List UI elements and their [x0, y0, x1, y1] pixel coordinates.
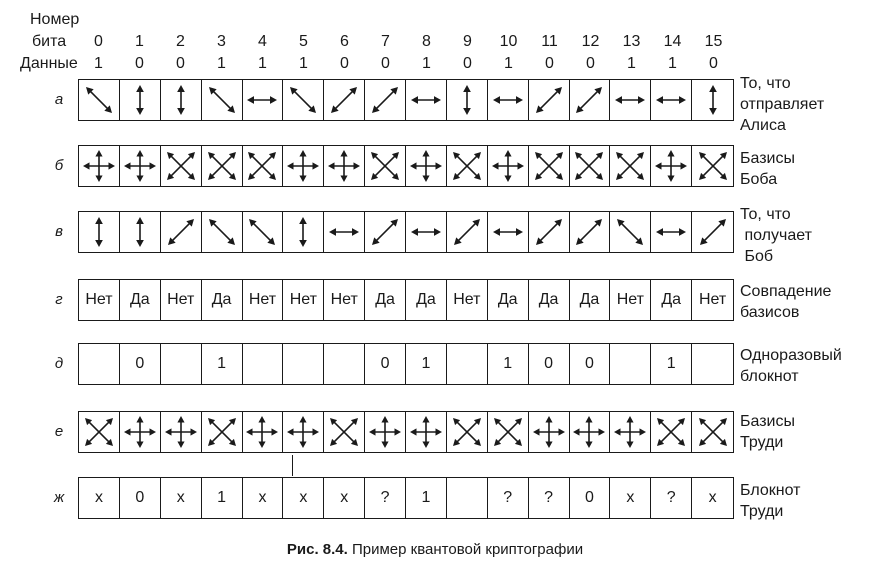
bit-number-7: 7	[381, 33, 390, 50]
cell-a-1	[120, 80, 161, 120]
diag-down-icon	[285, 82, 321, 118]
data-bit-5: 1	[299, 55, 308, 72]
row-description-zh	[740, 480, 800, 522]
bit-number-8: 8	[422, 33, 431, 50]
caption-label: Рис. 8.4.	[286, 541, 348, 558]
cell-a-0	[79, 80, 120, 120]
cell-zh-3: 1	[202, 478, 243, 518]
cell-g-0: Нет	[79, 280, 120, 320]
row-description-d	[740, 345, 842, 387]
cell-e-10	[488, 412, 529, 452]
horiz-icon	[244, 82, 280, 118]
figure-caption	[0, 541, 870, 559]
data-bit-14: 1	[668, 55, 677, 72]
cell-zh-7: ?	[365, 478, 406, 518]
row-v	[78, 211, 734, 253]
diag-basis-icon	[163, 148, 199, 184]
cell-g-15: Нет	[698, 291, 727, 308]
rect-basis-icon	[408, 148, 444, 184]
data-bit-9: 0	[463, 55, 472, 72]
rect-basis-icon	[531, 414, 567, 450]
cell-e-6	[324, 412, 365, 452]
cell-zh-2: x	[161, 478, 202, 518]
bit-number-label-line1: Номер	[30, 11, 80, 28]
bit-number-9: 9	[463, 33, 472, 50]
bit-number-15: 15	[704, 33, 723, 50]
diag-up-icon	[695, 214, 731, 250]
data-bit-2: 0	[176, 55, 185, 72]
cell-g-14: Да	[651, 280, 692, 320]
rect-basis-icon	[122, 148, 158, 184]
cell-a-3	[202, 80, 243, 120]
cell-zh-13: x	[610, 478, 651, 518]
diag-basis-icon	[449, 414, 485, 450]
cell-a-15	[692, 80, 733, 120]
bit-number-label-line2: бита	[32, 33, 67, 50]
row-label-b: б	[54, 157, 64, 174]
rect-basis-icon	[612, 414, 648, 450]
row-description-b	[740, 148, 795, 190]
rect-basis-icon	[122, 414, 158, 450]
bit-number-11: 11	[541, 33, 558, 50]
cell-a-2	[161, 80, 202, 120]
diag-down-icon	[244, 214, 280, 250]
cell-b-14	[651, 146, 692, 186]
diag-basis-icon	[571, 148, 607, 184]
cell-b-10	[488, 146, 529, 186]
diag-basis-icon	[531, 148, 567, 184]
cell-a-8	[406, 80, 447, 120]
cell-d-3: 1	[202, 344, 243, 384]
cell-zh-10: ?	[488, 478, 529, 518]
data-bit-4: 1	[258, 55, 267, 72]
row-description-a	[740, 73, 824, 136]
row-description-line: Боба	[740, 171, 778, 188]
rect-basis-icon	[244, 414, 280, 450]
cell-g-5: Нет	[283, 280, 324, 320]
cell-e-15	[692, 412, 733, 452]
row-label-e: е	[54, 423, 64, 440]
vert-icon	[695, 82, 731, 118]
cell-b-4	[243, 146, 284, 186]
cell-zh-12: 0	[570, 478, 611, 518]
vert-icon	[122, 82, 158, 118]
vert-icon	[285, 214, 321, 250]
diag-up-icon	[163, 214, 199, 250]
cell-b-7	[365, 146, 406, 186]
cell-zh-1: 0	[120, 478, 161, 518]
cell-v-5	[283, 212, 324, 252]
cell-a-6	[324, 80, 365, 120]
horiz-icon	[490, 82, 526, 118]
cell-d-4	[243, 344, 284, 384]
cell-e-5	[283, 412, 324, 452]
cell-v-14	[651, 212, 692, 252]
data-bit-0: 1	[94, 55, 103, 72]
row-description-v	[740, 204, 812, 267]
cell-e-0	[79, 412, 120, 452]
cell-zh-9	[447, 478, 488, 518]
cell-b-13	[610, 146, 651, 186]
cell-a-5	[283, 80, 324, 120]
cell-zh-8: 1	[406, 478, 447, 518]
cell-d-0	[79, 344, 120, 384]
cell-d-13	[610, 344, 651, 384]
cell-v-4	[243, 212, 284, 252]
cell-e-4	[243, 412, 284, 452]
cell-d-6	[324, 344, 365, 384]
data-bit-11: 0	[545, 55, 554, 72]
cell-v-10	[488, 212, 529, 252]
row-b	[78, 145, 734, 187]
row-d	[78, 343, 734, 385]
cell-g-8: Да	[406, 280, 447, 320]
connector-line	[292, 455, 293, 476]
rect-basis-icon	[326, 148, 362, 184]
caption-text: Пример квантовой криптографии	[347, 541, 584, 558]
cell-e-3	[202, 412, 243, 452]
cell-v-6	[324, 212, 365, 252]
bit-number-1: 1	[135, 33, 144, 50]
cell-b-6	[324, 146, 365, 186]
horiz-icon	[653, 82, 689, 118]
cell-d-7: 0	[365, 344, 406, 384]
cell-v-7	[365, 212, 406, 252]
cell-d-14: 1	[651, 344, 692, 384]
cell-d-10: 1	[488, 344, 529, 384]
row-description-line: отправляет	[740, 96, 825, 113]
data-bit-8: 1	[422, 55, 431, 72]
row-description-line: Труди	[740, 503, 784, 520]
cell-e-8	[406, 412, 447, 452]
diag-basis-icon	[695, 414, 731, 450]
cell-b-8	[406, 146, 447, 186]
diag-up-icon	[571, 214, 607, 250]
cell-g-11: Да	[529, 280, 570, 320]
row-description-line: базисов	[740, 304, 800, 321]
data-bit-3: 1	[217, 55, 226, 72]
diag-basis-icon	[367, 148, 403, 184]
cell-g-9: Нет	[447, 280, 488, 320]
cell-b-9	[447, 146, 488, 186]
cell-e-1	[120, 412, 161, 452]
cell-d-11: 0	[529, 344, 570, 384]
cell-zh-4: x	[243, 478, 284, 518]
row-label-a: а	[54, 91, 64, 108]
data-bit-10: 1	[504, 55, 513, 72]
cell-zh-15: x	[708, 489, 717, 506]
cell-a-12	[570, 80, 611, 120]
row-zh	[78, 477, 734, 519]
diag-basis-icon	[204, 148, 240, 184]
cell-a-9	[447, 80, 488, 120]
rect-basis-icon	[163, 414, 199, 450]
cell-g-1: Да	[120, 280, 161, 320]
row-description-g	[740, 281, 831, 323]
diag-up-icon	[367, 214, 403, 250]
cell-b-2	[161, 146, 202, 186]
diag-basis-icon	[204, 414, 240, 450]
diag-basis-icon	[81, 414, 117, 450]
cell-d-12: 0	[570, 344, 611, 384]
bit-number-0: 0	[94, 33, 103, 50]
data-bit-7: 0	[381, 55, 390, 72]
cell-a-10	[488, 80, 529, 120]
cell-g-6: Нет	[324, 280, 365, 320]
rect-basis-icon	[81, 148, 117, 184]
rect-basis-icon	[285, 148, 321, 184]
bit-number-label	[30, 11, 79, 29]
diag-basis-icon	[490, 414, 526, 450]
cell-zh-11: ?	[529, 478, 570, 518]
cell-g-10: Да	[488, 280, 529, 320]
cell-v-8	[406, 212, 447, 252]
cell-zh-6: x	[324, 478, 365, 518]
rect-basis-icon	[490, 148, 526, 184]
diag-basis-icon	[244, 148, 280, 184]
data-label: Данные	[20, 55, 78, 72]
cell-e-9	[447, 412, 488, 452]
row-description-line: Одноразовый	[740, 347, 842, 364]
cell-b-3	[202, 146, 243, 186]
cell-e-13	[610, 412, 651, 452]
cell-v-3	[202, 212, 243, 252]
row-description-line: блокнот	[740, 368, 799, 385]
row-description-line: Труди	[740, 434, 784, 451]
diag-basis-icon	[695, 148, 731, 184]
cell-d-8: 1	[406, 344, 447, 384]
cell-v-13	[610, 212, 651, 252]
cell-d-5	[283, 344, 324, 384]
horiz-icon	[490, 214, 526, 250]
diag-basis-icon	[449, 148, 485, 184]
data-bit-13: 1	[627, 55, 636, 72]
cell-e-14	[651, 412, 692, 452]
vert-icon	[122, 214, 158, 250]
cell-a-13	[610, 80, 651, 120]
row-description-line: То, что	[740, 75, 791, 92]
cell-g-2: Нет	[161, 280, 202, 320]
cell-zh-0: x	[79, 478, 120, 518]
bit-number-3: 3	[217, 33, 226, 50]
rect-basis-icon	[367, 414, 403, 450]
cell-a-4	[243, 80, 284, 120]
diag-down-icon	[612, 214, 648, 250]
cell-v-2	[161, 212, 202, 252]
row-description-line: Блокнот	[740, 482, 801, 499]
horiz-icon	[612, 82, 648, 118]
row-description-line: получает	[740, 227, 812, 244]
row-a	[78, 79, 734, 121]
row-description-line: Базисы	[740, 150, 795, 167]
horiz-icon	[408, 214, 444, 250]
cell-d-2	[161, 344, 202, 384]
row-g	[78, 279, 734, 321]
cell-v-12	[570, 212, 611, 252]
diag-down-icon	[204, 82, 240, 118]
diag-basis-icon	[326, 414, 362, 450]
row-description-line: Боб	[740, 248, 774, 265]
diag-up-icon	[571, 82, 607, 118]
cell-b-1	[120, 146, 161, 186]
cell-g-12: Да	[570, 280, 611, 320]
bit-number-2: 2	[176, 33, 185, 50]
cell-e-7	[365, 412, 406, 452]
cell-zh-14: ?	[651, 478, 692, 518]
cell-b-0	[79, 146, 120, 186]
bit-number-13: 13	[622, 33, 641, 50]
diag-up-icon	[531, 214, 567, 250]
row-description-line: То, что	[740, 206, 791, 223]
cell-e-12	[570, 412, 611, 452]
bit-number-12: 12	[581, 33, 600, 50]
cell-v-0	[79, 212, 120, 252]
horiz-icon	[326, 214, 362, 250]
data-bit-15: 0	[709, 55, 718, 72]
diag-up-icon	[367, 82, 403, 118]
cell-g-4: Нет	[243, 280, 284, 320]
row-label-zh: ж	[53, 489, 65, 506]
diag-up-icon	[531, 82, 567, 118]
vert-icon	[449, 82, 485, 118]
bit-number-5: 5	[299, 33, 308, 50]
horiz-icon	[653, 214, 689, 250]
diag-up-icon	[326, 82, 362, 118]
vert-icon	[163, 82, 199, 118]
rect-basis-icon	[571, 414, 607, 450]
cell-g-13: Нет	[610, 280, 651, 320]
data-bit-6: 0	[340, 55, 349, 72]
rect-basis-icon	[285, 414, 321, 450]
cell-g-3: Да	[202, 280, 243, 320]
cell-b-5	[283, 146, 324, 186]
diag-basis-icon	[612, 148, 648, 184]
bit-number-14: 14	[663, 33, 682, 50]
cell-b-12	[570, 146, 611, 186]
data-bit-12: 0	[586, 55, 595, 72]
bit-number-6: 6	[340, 33, 349, 50]
row-description-e	[740, 411, 795, 453]
cell-e-2	[161, 412, 202, 452]
diag-down-icon	[81, 82, 117, 118]
row-description-line: Базисы	[740, 413, 795, 430]
row-description-line: Совпадение	[740, 283, 832, 300]
cell-a-14	[651, 80, 692, 120]
cell-e-11	[529, 412, 570, 452]
cell-b-15	[692, 146, 733, 186]
diag-basis-icon	[653, 414, 689, 450]
cell-d-15	[692, 344, 733, 384]
row-label-g: г	[55, 291, 63, 308]
cell-v-15	[692, 212, 733, 252]
cell-d-9	[447, 344, 488, 384]
row-e	[78, 411, 734, 453]
diag-down-icon	[204, 214, 240, 250]
row-label-v: в	[55, 223, 63, 240]
diag-up-icon	[449, 214, 485, 250]
cell-a-7	[365, 80, 406, 120]
cell-a-11	[529, 80, 570, 120]
cell-v-1	[120, 212, 161, 252]
data-bit-1: 0	[135, 55, 144, 72]
cell-b-11	[529, 146, 570, 186]
bit-number-label-2	[32, 33, 66, 51]
cell-g-7: Да	[365, 280, 406, 320]
cell-v-11	[529, 212, 570, 252]
bit-number-10: 10	[499, 33, 518, 50]
horiz-icon	[408, 82, 444, 118]
row-description-line: Алиса	[740, 117, 786, 134]
row-label-d: д	[54, 355, 64, 372]
cell-v-9	[447, 212, 488, 252]
bit-number-4: 4	[258, 33, 267, 50]
cell-d-1: 0	[120, 344, 161, 384]
rect-basis-icon	[408, 414, 444, 450]
cell-zh-5: x	[283, 478, 324, 518]
vert-icon	[81, 214, 117, 250]
rect-basis-icon	[653, 148, 689, 184]
